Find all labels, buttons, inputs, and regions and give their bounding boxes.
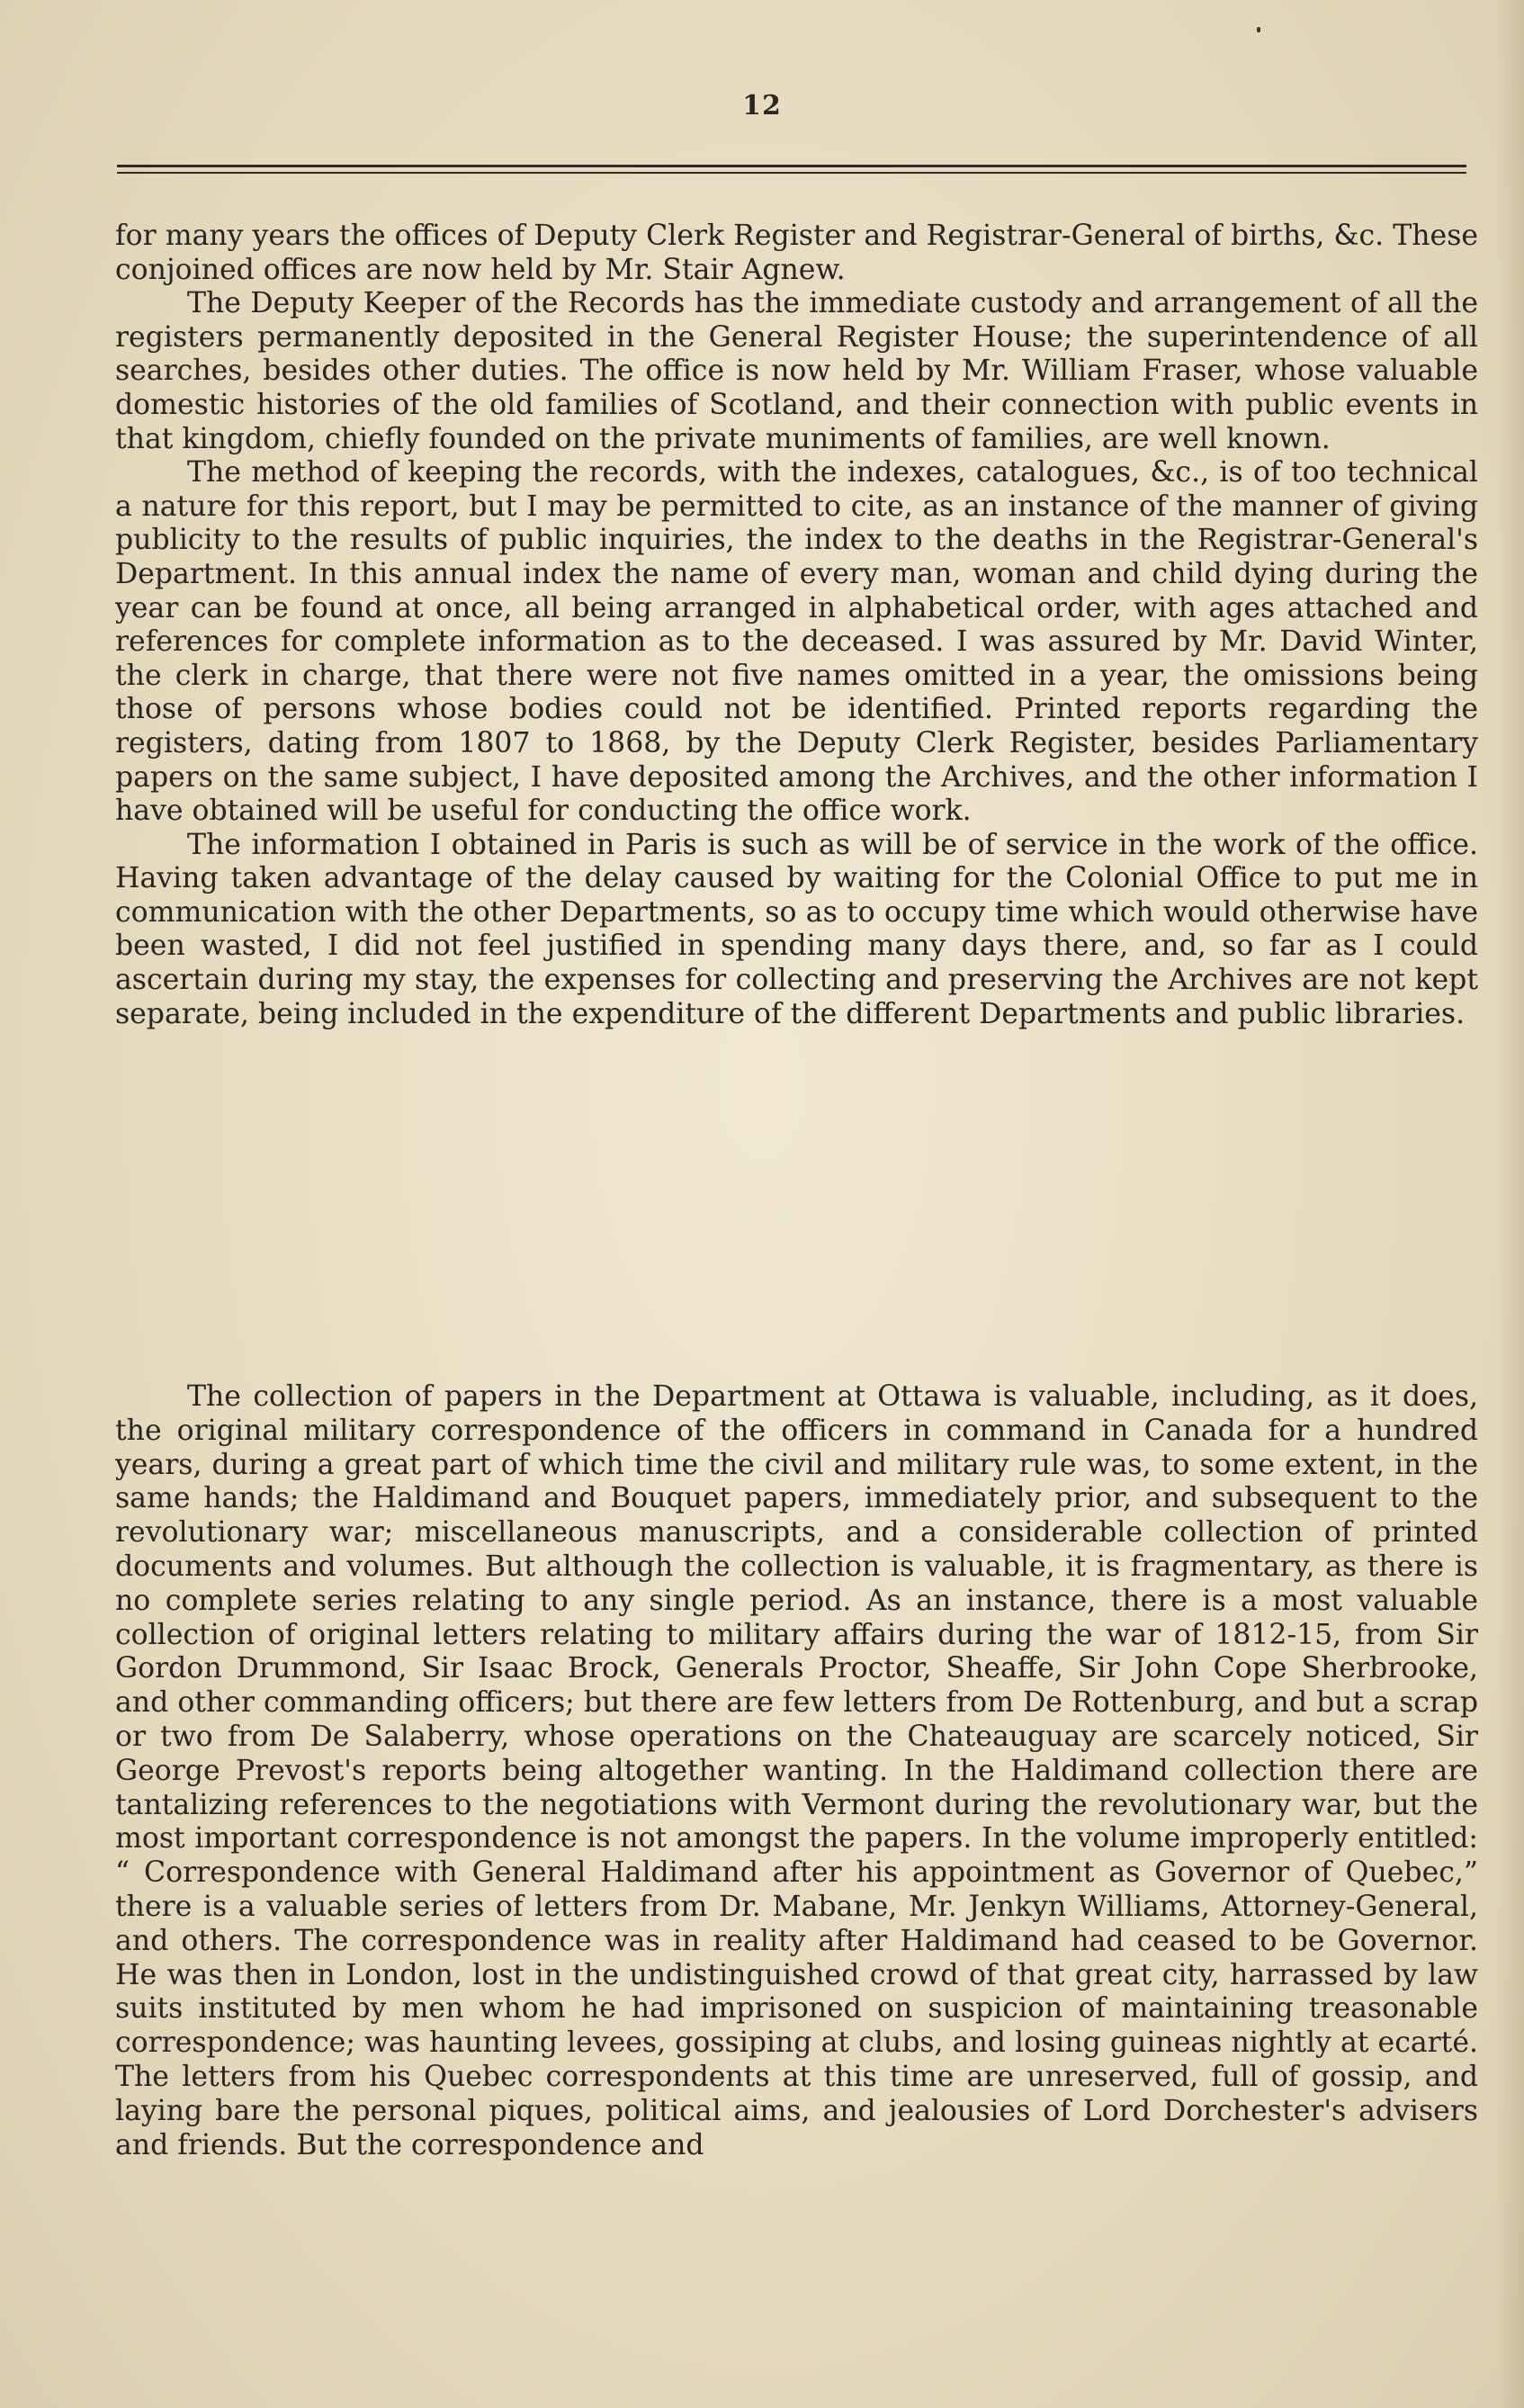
- text-section-1: [115, 220, 1478, 1031]
- paragraph-ottawa-collection: The collection of papers in the Department at Ottawa is valuable, including, as it does, the original military correspondence of the officers in command in Canada for a hundred years, during a great part of which time the civil and military rule was, to some extent, in the same hands; the Haldimand and Bouquet papers, immediately prior, and subsequent to the revolutionary war; miscellaneous manuscripts, and a considerable collection of printed documents and volumes. But although the collection is valuable, it is fragmentary, as there is no complete series relating to any single period. As an instance, there is a most valuable collection of original letters relating to military affairs during the war of 1812-15, from Sir Gordon Drummond, Sir Isaac Brock, Generals Proctor, Sheaffe, Sir John Cope Sherbrooke, and other commanding officers; but there are few letters from De Rottenburg, and but a scrap or two from De Salaberry, whose operations on the Chateauguay are scarcely noticed, Sir George Prevost's reports being altogether wanting. In the Haldimand collection there are tantalizing references to the negotiations with Vermont during the revolutionary war, but the most important correspondence is not amongst the papers. In the volume improperly entitled: “ Correspondence with General Haldimand after his appointment as Governor of Quebec,” there is a valuable series of letters from Dr. Mabane, Mr. Jenkyn Williams, Attorney-General, and others. The correspondence was in reality after Haldimand had ceased to be Governor. He was then in London, lost in the undistinguished crowd of that great city, harrassed by law suits instituted by men whom he had imprisoned on suspicion of maintaining treasonable correspondence; was haunting levees, gossiping at clubs, and losing guineas nightly at ecarté. The letters from his Quebec correspondents at this time are unreserved, full of gossip, and laying bare the personal piques, political aims, and jealousies of Lord Dorchester's advisers and friends. But the correspondence and: [115, 1380, 1478, 2161]
- paragraph-continuation: for many years the offices of Deputy Clerk Register and Registrar-General of births, &c. These conjoined offices are now held by Mr. Stair Agnew.: [115, 220, 1478, 286]
- paragraph-method-of-records: The method of keeping the records, with the indexes, catalogues, &c., is of too technical a nature for this report, but I may be permitted to cite, as an instance of the manner of giving publicity to the results of public inquiries, the index to the deaths in the Registrar-General's Department. In this annual index the name of every man, woman and child dying during the year can be found at once, all being arranged in alphabetical order, with ages attached and references for complete information as to the deceased. I was assured by Mr. David Winter, the clerk in charge, that there were not five names omitted in a year, the omissions being those of persons whose bodies could not be identified. Printed reports regarding the registers, dating from 1807 to 1868, by the Deputy Clerk Register, besides Parliamentary papers on the same subject, I have deposited among the Archives, and the other information I have obtained will be useful for conducting the office work.: [115, 456, 1478, 828]
- ink-speck: [1257, 27, 1260, 32]
- paragraph-deputy-keeper: The Deputy Keeper of the Records has the immediate custody and arrangement of all the registers permanently deposited in the General Register House; the superintendence of all searches, besides other duties. The office is now held by Mr. William Fraser, whose valuable domestic histories of the old families of Scotland, and their connection with public events in that kingdom, chiefly founded on the private muniments of families, are well known.: [115, 287, 1478, 455]
- text-section-2: [115, 1380, 1478, 2162]
- paragraph-paris-information: The information I obtained in Paris is such as will be of service in the work of the office. Having taken advantage of the delay caused by waiting for the Colonial Office to put me in communication with the other Departments, so as to occupy time which would otherwise have been wasted, I did not feel justified in spending many days there, and, so far as I could ascertain during my stay, the expenses for collecting and preserving the Archives are not kept separate, being included in the expenditure of the different Departments and public libraries.: [115, 828, 1478, 1030]
- header-rule-thin: [117, 172, 1466, 174]
- page-edge-shadow: [1497, 0, 1524, 2408]
- page-number: 12: [742, 90, 782, 121]
- header-rule-thick: [117, 165, 1466, 167]
